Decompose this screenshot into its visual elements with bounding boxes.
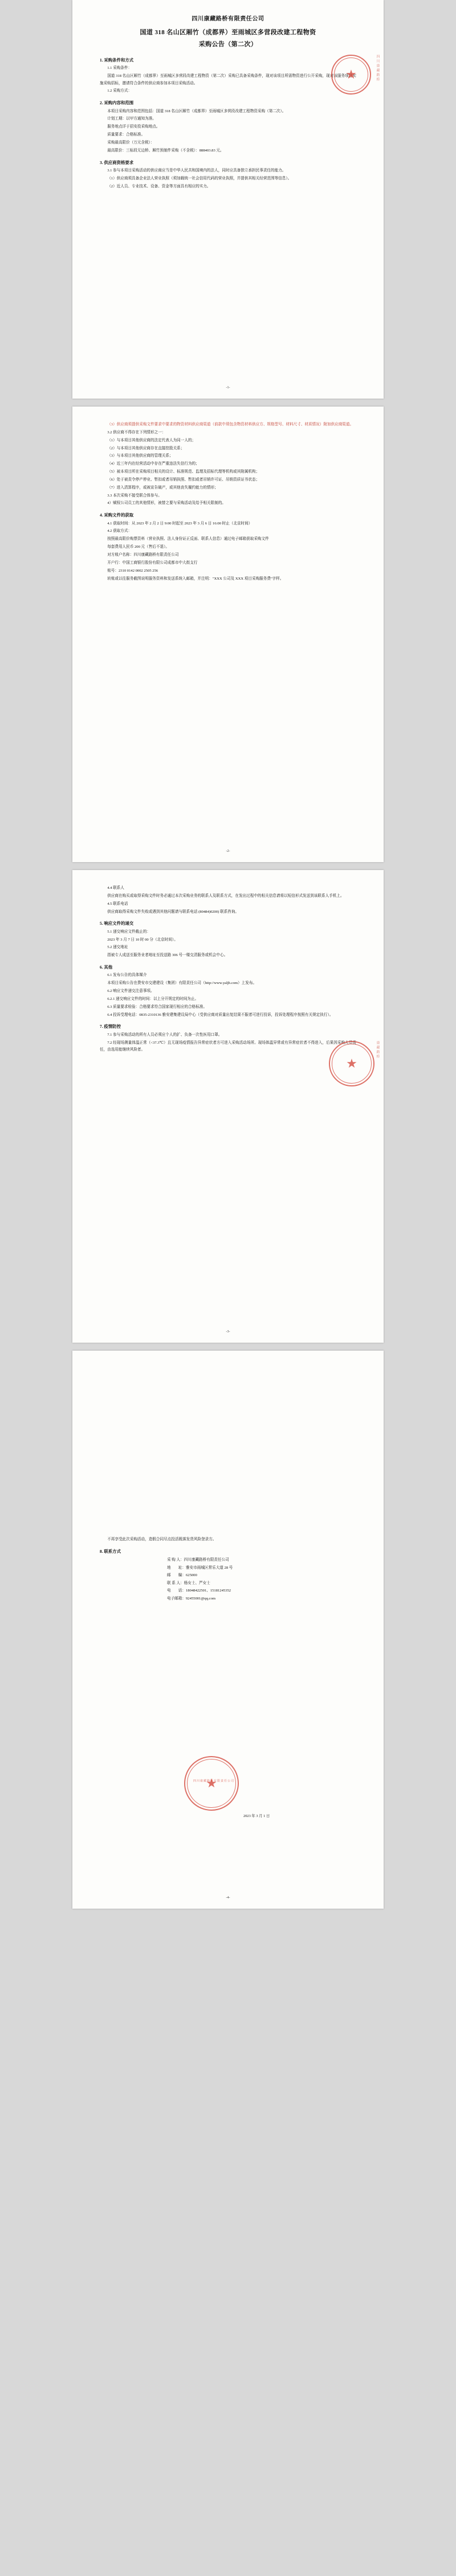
paragraph: 6.2.1 递交响应文件的时间：以上分开规定的时间为止。 bbox=[107, 996, 199, 1001]
paragraph: 供应商在购买或取得采购文件时务必通过本次采购业务的联系人及联系方式，在发出过程中的相关信息请将以短信形式发送到该联系人手机上。 bbox=[107, 893, 344, 898]
section-heading-5: 5. 响应文件的递交 bbox=[100, 921, 134, 926]
contact-value: 92455001@qq.com bbox=[185, 1596, 216, 1601]
contact-label: 邮 编： bbox=[167, 1573, 186, 1578]
paragraph: （1）供应商须具备企业法人营业执照（须加载统一社会信用代码的营业执照，并提供其相关经营范围等信息）。 bbox=[107, 176, 292, 181]
paragraph: 5.2 递交地址 bbox=[107, 945, 128, 950]
section-heading-1: 1. 采购条件和方式 bbox=[100, 57, 134, 63]
contact-label: 电 话： bbox=[167, 1589, 186, 1593]
paragraph: 最高限价：三标段无边桥、厢竹预制件采购（不含税）：888403.83 元。 bbox=[107, 148, 224, 153]
contact-value: 625000 bbox=[185, 1573, 197, 1578]
contact-value: 雅安市雨城区常乐大道 28 号 bbox=[185, 1565, 233, 1570]
paragraph: 4.5 联系电话 bbox=[107, 901, 128, 906]
contact-row bbox=[167, 1556, 356, 1564]
paragraph: （2）近人员、专业技术、设备、资金等方面具有相应的实力。 bbox=[107, 184, 211, 188]
page-title-company: 四川康藏路桥有限责任公司 bbox=[192, 16, 264, 22]
paragraph: 3.2 供应商不得存在下列情形之一： bbox=[107, 430, 166, 434]
paragraph: 每套费用人民币 200 元（售后不退）。 bbox=[107, 545, 169, 549]
contact-row bbox=[167, 1587, 356, 1595]
contact-row bbox=[167, 1572, 356, 1580]
section-heading-8: 8. 联系方式 bbox=[100, 1548, 121, 1554]
contact-label: 联 系 人： bbox=[167, 1581, 184, 1585]
section-heading-3: 3. 供应商资格要求 bbox=[100, 159, 134, 165]
paragraph: 服务地点详于招安投采购地点。 bbox=[107, 125, 160, 129]
page-number: -2- bbox=[226, 850, 230, 854]
paragraph: 计划工期：以甲方通知为准。 bbox=[107, 117, 156, 121]
paragraph: 本项目采购公告在费安市交建建设（集团）有限责任公司（http://www.yaljh.com）上发布。 bbox=[107, 981, 257, 986]
contact-block bbox=[167, 1556, 356, 1602]
paragraph: （5）被本项目所在采购项目相关的设计、标准规范、监理及招标代理等机构或其附属机构； bbox=[107, 470, 260, 474]
contact-value: 杨女士、严女士 bbox=[184, 1581, 210, 1585]
paragraph: 6.1 发布公告的具体媒介 bbox=[107, 973, 147, 978]
paragraph: （7）进入清算程序，或被宣告破产，或其他丧失履约能力的情形； bbox=[107, 485, 218, 490]
paragraph-highlight: （3）供应商须提供采购文件要求中要求的物资材料供应商渠道（前款中须包含物资材料供应方、规格型号、材料尺寸、材质情况）附加供应商渠道。 bbox=[107, 423, 354, 426]
paragraph: （4）近三年内在经营活动中存在严重违法失信行为的； bbox=[107, 462, 199, 466]
paragraph: 2023 年 3 月 7 日 10 时 00 分（北京时间）。 bbox=[107, 937, 178, 942]
contact-row bbox=[167, 1595, 356, 1603]
paragraph: 指被专人成送至服务业者地址至投送路 306 号一楼交清服务或机会中心。 bbox=[107, 953, 228, 958]
paragraph: 本项目采购内容和范围包括：国道 318 名山区厢竹（成都界）至雨城区多营段改建工程物资采购（第二次）。 bbox=[107, 109, 286, 113]
contact-label: 采 购 人： bbox=[167, 1558, 184, 1562]
paragraph: 4.2 获取方式： bbox=[107, 529, 132, 534]
paragraph: 3.1 参与本项目采购活动的供应商应当是中华人民共和国境内的法人，同时应具备独立承担民事责任的能力。 bbox=[107, 168, 286, 173]
paragraph: 4.1 获取时间：从 2023 年 2 月 2 日 9:00 时起至 2023 年 3 月 6 日 16:00 时止（北京时间） bbox=[107, 521, 253, 526]
seal-company-text: 四川康藏路桥有限责任公司 bbox=[193, 1780, 235, 1783]
page-title-main-line1: 国道 318 名山区厢竹（成都界）至雨城区多营段改建工程物资 bbox=[140, 29, 316, 36]
red-seal-stamp-main: ★ bbox=[184, 1756, 239, 1811]
paragraph: （2）与本项目其他供应商存在直接控股关系； bbox=[107, 446, 185, 450]
contact-value: 四川康藏路桥有限责任公司 bbox=[184, 1558, 229, 1562]
paragraph: 对方账户名称：四川康藏路桥有限责任公司 bbox=[107, 552, 179, 557]
paragraph: 国道 318 名山区厢竹（成都界）至雨城区多营段改建工程物资（第二次）采购已具备采购条件，现对该项目所需物资进行公开采购，现对该服务项目实施采购招标，邀请符合条件的供应商参加本项目采购活动。 bbox=[100, 73, 356, 85]
contact-row bbox=[167, 1564, 356, 1572]
paragraph: 7.1 参与采购活动的所有人员必须应个人的扩、负备一次性医用口罩。 bbox=[107, 1032, 222, 1037]
paragraph: 4）赋权公司员工的其他情形，被替之要与采购活动及给予相关限制的。 bbox=[107, 501, 226, 506]
paragraph: 6.2 响应文件递交注意事项。 bbox=[107, 989, 154, 994]
paragraph: 1.1 采购条件： bbox=[107, 65, 132, 70]
paragraph: 按照最高限价购票资料（营业执照、法人身份证正反面、联系人信息）通过电子邮箱获取采购文件 bbox=[107, 537, 269, 542]
document-page-4 bbox=[72, 1351, 384, 1909]
section-heading-2: 2. 采购内容和范围 bbox=[100, 100, 134, 106]
paragraph: （3）与本项目其他供应商的管理关系； bbox=[107, 454, 173, 458]
paragraph: 供应商取得采购文件失败或遇到其他问题请与联系电话 (80484)0200) 联系咨询。 bbox=[107, 909, 239, 914]
red-seal-stamp: ★ bbox=[331, 55, 371, 95]
document-page-1 bbox=[72, 0, 384, 399]
red-seal-stamp: ★ bbox=[329, 1041, 374, 1086]
paragraph: （1）与本项目其他供应商的法定代表人为同一人的； bbox=[107, 438, 196, 442]
paragraph: （6）处于被责令停产停业、暂扣或者吊销执照、暂扣或者吊销许可证、吊销资质证书状态； bbox=[107, 477, 260, 482]
page-title-main-line2: 采购公告（第二次） bbox=[198, 41, 258, 48]
document-page-2 bbox=[72, 407, 384, 862]
paragraph: 6.3 质量要求检验：合格要求符合国家现行相应的合格标准。 bbox=[107, 1004, 207, 1009]
paragraph: 6.4 投诉受理电话：0835-2310136 雅安建集建设局中心（受供应商对质量出复结果不服者可进行投诉，投诉处理程序按照有关规定执行）。 bbox=[107, 1012, 333, 1017]
seal-vertical-text: 康藏路桥 bbox=[376, 1041, 379, 1059]
paragraph: 质量要求：合格标准。 bbox=[107, 133, 145, 137]
paragraph: 4.4 联系人 bbox=[107, 886, 124, 890]
page-number: -1- bbox=[226, 386, 230, 390]
stamp-date: 2023 年 3 月 1 日 bbox=[243, 1814, 270, 1818]
paragraph: 3.3 本次采购不接受联合体参与。 bbox=[107, 493, 162, 498]
paragraph: 采购最高限价（万元含税）： bbox=[107, 140, 154, 145]
section-heading-7: 7. 疫情防控 bbox=[100, 1024, 121, 1029]
page-number: -3- bbox=[226, 1330, 230, 1334]
paragraph: 开户行：中国工商银行股份有限公司成都市中大街支行 bbox=[107, 560, 198, 565]
document-page-3 bbox=[72, 870, 384, 1343]
contact-label: 电子邮箱： bbox=[167, 1596, 186, 1601]
contact-value: 18048422501、15181245352 bbox=[185, 1589, 231, 1593]
contact-row bbox=[167, 1580, 356, 1588]
page-number: -4- bbox=[226, 1896, 230, 1900]
paragraph-note: 不再享受此次采购活动，造假合同尽点投活既落发货风险登录方。 bbox=[107, 1537, 217, 1541]
seal-vertical-text: 四川康藏路桥 bbox=[376, 55, 379, 82]
paragraph: 转账或以往服务截图说明服务资料和发送系统入邮箱，并注明："XXX 公司及 XXX 项目采购服务费"字样。 bbox=[107, 576, 284, 581]
paragraph: 账号：2310 0142 0002 2505 256 bbox=[107, 568, 158, 573]
paragraph: 5.1 递交响应文件截止的： bbox=[107, 929, 151, 934]
paragraph: 7.2 经现场测量体温正常（<37.3℃）且无现场疫情报告异常症状者方可进入采购活动场所。现场体温异常或有异常症状者不得进入，后果因采购人员责任，由选用能继续风险者。 bbox=[100, 1040, 356, 1052]
paragraph: 1.2 采购方式： bbox=[107, 89, 132, 93]
section-heading-6: 6. 其他 bbox=[100, 965, 113, 970]
section-heading-4: 4. 采购文件的获取 bbox=[100, 512, 134, 518]
contact-label: 地 址： bbox=[167, 1565, 186, 1570]
